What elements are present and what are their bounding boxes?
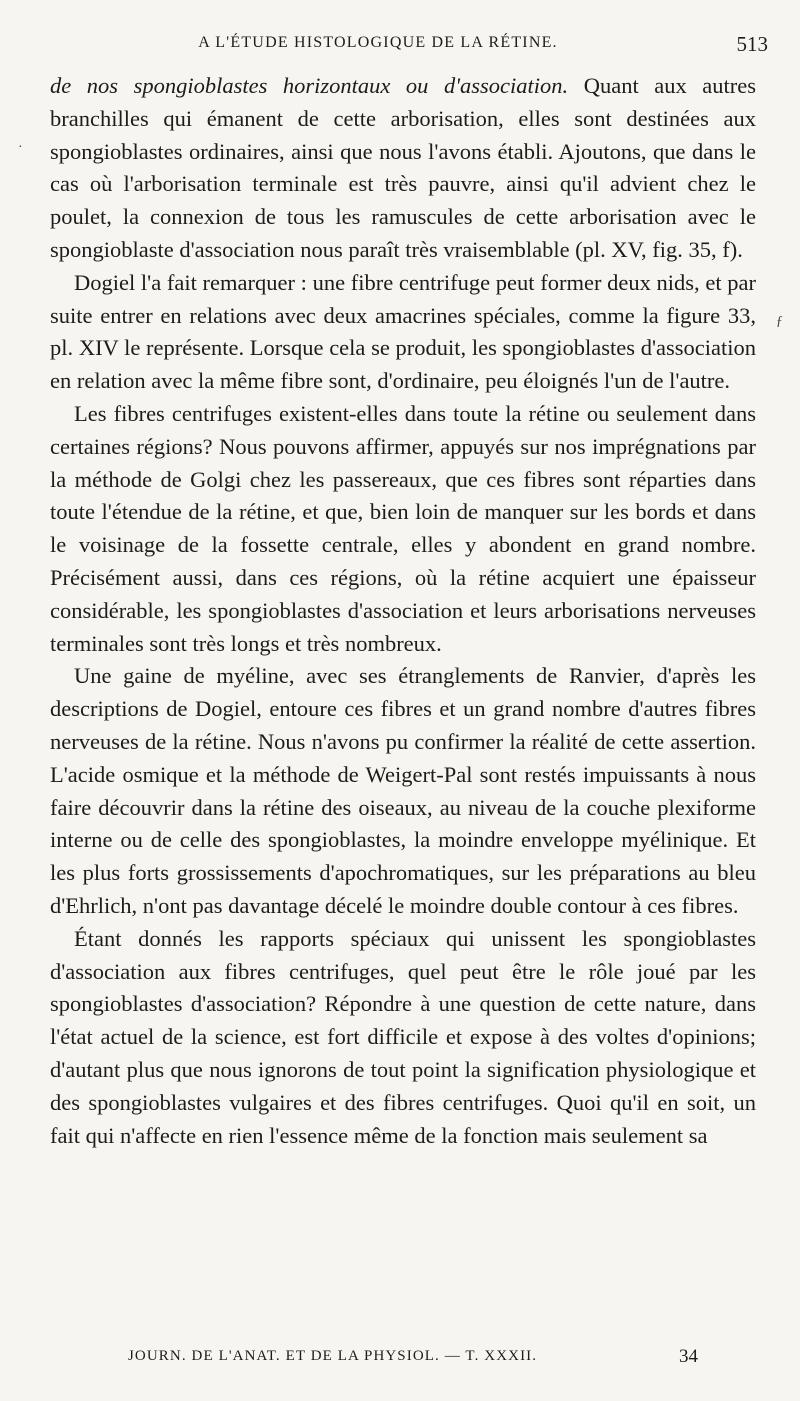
- margin-mark: ƒ: [776, 314, 783, 329]
- paragraph-5: Étant donnés les rapports spéciaux qui unissent les spongioblastes d'association aux fibres centrifuges, quel peut être le rôle joué par les spongioblastes d'association? Répondre à une question de cette nature, dans l'état actuel de la science, est fort difficile et expose à des voltes d'opinions; d'autant plus que nous ignorons de tout point la signification physiologique et des spongioblastes vulgaires et des fibres centrifuges. Quoi qu'il en soit, un fait qui n'affecte en rien l'essence même de la fonction mais seulement sa: [50, 925, 756, 1148]
- margin-dot: ·: [18, 140, 23, 155]
- paragraph-1: [50, 70, 756, 267]
- paragraph-2: Dogiel l'a fait remarquer : une fibre centrifuge peut former deux nids, et par suite entrer en relations avec deux amacrines spéciales, comme la figure 33, pl. XIV le représente. Lorsque cela se produit, les spongioblastes d'association en relation avec la même fibre sont, d'ordinaire, peu éloignés l'un de l'autre.: [50, 269, 756, 394]
- journal-reference: JOURN. DE L'ANAT. ET DE LA PHYSIOL. — T. XXXII.: [128, 1348, 538, 1364]
- paragraph-4: Une gaine de myéline, avec ses étranglements de Ranvier, d'après les descriptions de Dogiel, entoure ces fibres et un grand nombre d'autres fibres nerveuses de la rétine. Nous n'avons pu confirmer la réalité de cette assertion. L'acide osmique et la méthode de Weigert-Pal sont restés impuissants à nous faire découvrir dans la rétine des oiseaux, au niveau de la couche plexiforme interne ou de celle des spongioblastes, la moindre enveloppe myélinique. Et les plus forts grossissements d'apochromatiques, sur les préparations au bleu d'Ehrlich, n'ont pas davantage décelé le moindre double contour à ces fibres.: [50, 663, 756, 918]
- page-footer: [128, 1348, 698, 1372]
- body-text: [50, 70, 756, 1152]
- page-number: 513: [736, 32, 768, 56]
- running-header: [48, 34, 768, 58]
- paragraph-1-text: Quant aux autres branchilles qui émanent de cette arborisation, elles sont destinées aux spongioblastes ordinaires, ainsi que nous l'avons établi. Ajoutons, que dans le cas où l'arborisation terminale est très pauvre, ainsi qu'il advient chez le poulet, la connexion de tous les ramuscules de cette arborisation avec le spongioblaste d'association nous paraît très vraisemblable (pl. XV, fig. 35, f).: [50, 73, 756, 262]
- paragraph-1-italic: de nos spongioblastes horizontaux ou d'association.: [50, 73, 569, 98]
- signature-mark: 34: [679, 1346, 698, 1367]
- paragraph-3: Les fibres centrifuges existent-elles dans toute la rétine ou seulement dans certaines régions? Nous pouvons affirmer, appuyés sur nos imprégnations par la méthode de Golgi chez les passereaux, que ces fibres sont réparties dans toute l'étendue de la rétine, et que, bien loin de manquer sur les bords et dans le voisinage de la fossette centrale, elles y abondent en grand nombre. Précisément aussi, dans ces régions, où la rétine acquiert une épaisseur considérable, les spongioblastes d'association et leurs arborisations nerveuses terminales sont très longs et très nombreux.: [50, 400, 756, 656]
- running-title: A L'ÉTUDE HISTOLOGIQUE DE LA RÉTINE.: [198, 34, 558, 51]
